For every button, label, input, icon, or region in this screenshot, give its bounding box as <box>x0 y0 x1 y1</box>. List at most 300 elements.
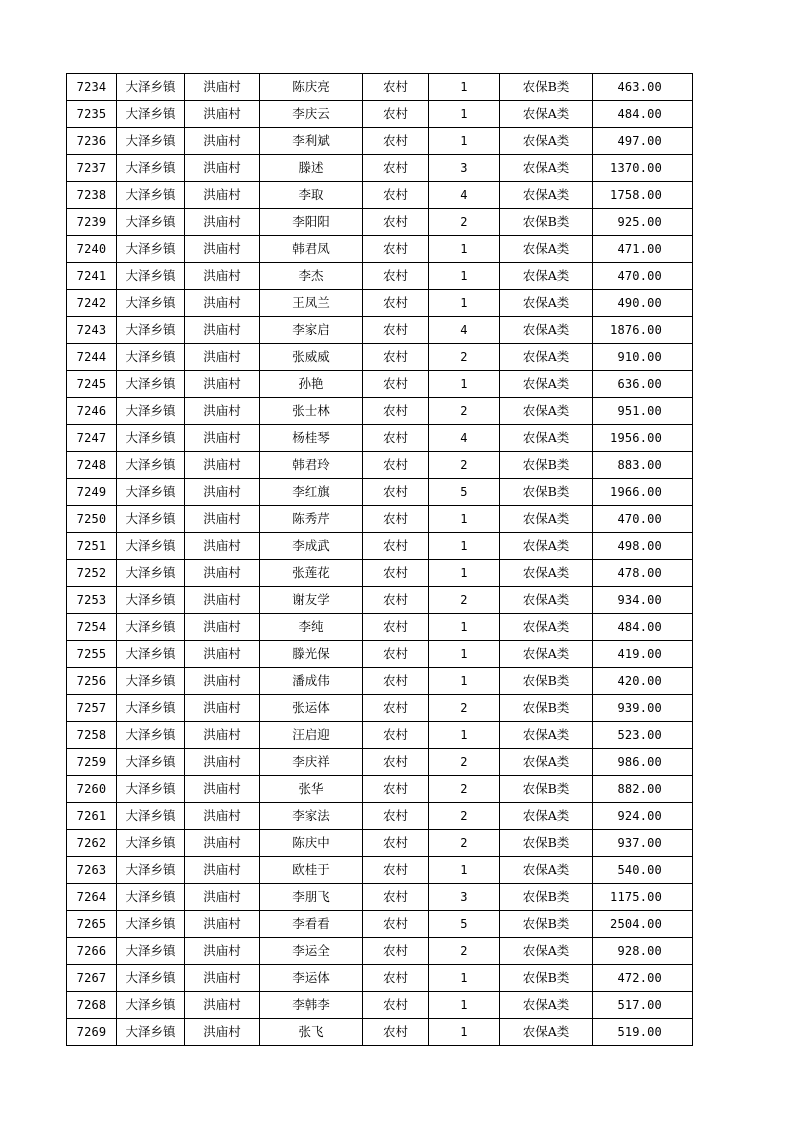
amount-cell: 470.00 <box>593 263 693 290</box>
household-count-cell: 1 <box>429 965 500 992</box>
village-cell: 洪庙村 <box>185 236 260 263</box>
town-cell: 大泽乡镇 <box>117 236 185 263</box>
table-row <box>67 884 693 911</box>
household-count-cell: 2 <box>429 776 500 803</box>
household-count-cell: 5 <box>429 479 500 506</box>
row-id-cell: 7262 <box>67 830 117 857</box>
row-id-cell: 7248 <box>67 452 117 479</box>
table-row <box>67 965 693 992</box>
person-name-cell: 陈庆亮 <box>260 74 363 101</box>
amount-cell: 934.00 <box>593 587 693 614</box>
insurance-category-cell: 农保A类 <box>500 371 593 398</box>
amount-cell: 1956.00 <box>593 425 693 452</box>
row-id-cell: 7244 <box>67 344 117 371</box>
table-row <box>67 641 693 668</box>
town-cell: 大泽乡镇 <box>117 965 185 992</box>
town-cell: 大泽乡镇 <box>117 182 185 209</box>
household-count-cell: 1 <box>429 1019 500 1046</box>
insurance-category-cell: 农保A类 <box>500 560 593 587</box>
table-row <box>67 722 693 749</box>
village-cell: 洪庙村 <box>185 101 260 128</box>
village-cell: 洪庙村 <box>185 506 260 533</box>
town-cell: 大泽乡镇 <box>117 668 185 695</box>
person-name-cell: 王凤兰 <box>260 290 363 317</box>
person-name-cell: 李利斌 <box>260 128 363 155</box>
amount-cell: 1876.00 <box>593 317 693 344</box>
table-row <box>67 425 693 452</box>
person-name-cell: 韩君凤 <box>260 236 363 263</box>
amount-cell: 986.00 <box>593 749 693 776</box>
village-cell: 洪庙村 <box>185 398 260 425</box>
village-cell: 洪庙村 <box>185 182 260 209</box>
table-row <box>67 857 693 884</box>
area-type-cell: 农村 <box>363 776 429 803</box>
area-type-cell: 农村 <box>363 398 429 425</box>
row-id-cell: 7265 <box>67 911 117 938</box>
insurance-category-cell: 农保A类 <box>500 317 593 344</box>
town-cell: 大泽乡镇 <box>117 614 185 641</box>
row-id-cell: 7261 <box>67 803 117 830</box>
person-name-cell: 李朋飞 <box>260 884 363 911</box>
area-type-cell: 农村 <box>363 938 429 965</box>
household-count-cell: 1 <box>429 263 500 290</box>
household-count-cell: 1 <box>429 857 500 884</box>
village-cell: 洪庙村 <box>185 479 260 506</box>
person-name-cell: 李运体 <box>260 965 363 992</box>
insurance-category-cell: 农保B类 <box>500 884 593 911</box>
insurance-category-cell: 农保B类 <box>500 695 593 722</box>
household-count-cell: 2 <box>429 209 500 236</box>
insurance-category-cell: 农保A类 <box>500 263 593 290</box>
town-cell: 大泽乡镇 <box>117 101 185 128</box>
household-count-cell: 2 <box>429 938 500 965</box>
row-id-cell: 7255 <box>67 641 117 668</box>
household-count-cell: 2 <box>429 749 500 776</box>
amount-cell: 636.00 <box>593 371 693 398</box>
amount-cell: 498.00 <box>593 533 693 560</box>
insurance-category-cell: 农保A类 <box>500 938 593 965</box>
amount-cell: 883.00 <box>593 452 693 479</box>
town-cell: 大泽乡镇 <box>117 830 185 857</box>
insurance-category-cell: 农保A类 <box>500 344 593 371</box>
area-type-cell: 农村 <box>363 533 429 560</box>
village-cell: 洪庙村 <box>185 857 260 884</box>
town-cell: 大泽乡镇 <box>117 803 185 830</box>
town-cell: 大泽乡镇 <box>117 884 185 911</box>
insurance-category-cell: 农保A类 <box>500 128 593 155</box>
town-cell: 大泽乡镇 <box>117 722 185 749</box>
household-count-cell: 3 <box>429 884 500 911</box>
table-row <box>67 776 693 803</box>
area-type-cell: 农村 <box>363 182 429 209</box>
insurance-category-cell: 农保A类 <box>500 1019 593 1046</box>
village-cell: 洪庙村 <box>185 371 260 398</box>
table-row <box>67 290 693 317</box>
insurance-category-cell: 农保A类 <box>500 506 593 533</box>
household-count-cell: 2 <box>429 803 500 830</box>
insurance-category-cell: 农保A类 <box>500 992 593 1019</box>
amount-cell: 419.00 <box>593 641 693 668</box>
town-cell: 大泽乡镇 <box>117 155 185 182</box>
village-cell: 洪庙村 <box>185 938 260 965</box>
village-cell: 洪庙村 <box>185 965 260 992</box>
area-type-cell: 农村 <box>363 290 429 317</box>
household-count-cell: 1 <box>429 614 500 641</box>
table-row <box>67 236 693 263</box>
village-cell: 洪庙村 <box>185 668 260 695</box>
amount-cell: 540.00 <box>593 857 693 884</box>
insurance-category-cell: 农保A类 <box>500 425 593 452</box>
person-name-cell: 李看看 <box>260 911 363 938</box>
household-count-cell: 2 <box>429 452 500 479</box>
town-cell: 大泽乡镇 <box>117 479 185 506</box>
table-row <box>67 74 693 101</box>
row-id-cell: 7243 <box>67 317 117 344</box>
table-row <box>67 182 693 209</box>
town-cell: 大泽乡镇 <box>117 344 185 371</box>
area-type-cell: 农村 <box>363 344 429 371</box>
person-name-cell: 李阳阳 <box>260 209 363 236</box>
row-id-cell: 7247 <box>67 425 117 452</box>
amount-cell: 420.00 <box>593 668 693 695</box>
amount-cell: 928.00 <box>593 938 693 965</box>
person-name-cell: 陈庆中 <box>260 830 363 857</box>
town-cell: 大泽乡镇 <box>117 857 185 884</box>
town-cell: 大泽乡镇 <box>117 425 185 452</box>
village-cell: 洪庙村 <box>185 695 260 722</box>
amount-cell: 1966.00 <box>593 479 693 506</box>
town-cell: 大泽乡镇 <box>117 452 185 479</box>
person-name-cell: 滕述 <box>260 155 363 182</box>
village-cell: 洪庙村 <box>185 992 260 1019</box>
person-name-cell: 李家启 <box>260 317 363 344</box>
row-id-cell: 7235 <box>67 101 117 128</box>
area-type-cell: 农村 <box>363 965 429 992</box>
table-row <box>67 533 693 560</box>
table-row <box>67 263 693 290</box>
amount-cell: 463.00 <box>593 74 693 101</box>
household-count-cell: 4 <box>429 317 500 344</box>
household-count-cell: 1 <box>429 668 500 695</box>
area-type-cell: 农村 <box>363 695 429 722</box>
person-name-cell: 李庆云 <box>260 101 363 128</box>
row-id-cell: 7250 <box>67 506 117 533</box>
person-name-cell: 张威威 <box>260 344 363 371</box>
household-count-cell: 1 <box>429 236 500 263</box>
household-count-cell: 1 <box>429 560 500 587</box>
person-name-cell: 汪启迎 <box>260 722 363 749</box>
household-count-cell: 4 <box>429 182 500 209</box>
household-count-cell: 1 <box>429 371 500 398</box>
table-row <box>67 911 693 938</box>
village-cell: 洪庙村 <box>185 749 260 776</box>
insurance-category-cell: 农保B类 <box>500 74 593 101</box>
insurance-category-cell: 农保A类 <box>500 749 593 776</box>
village-cell: 洪庙村 <box>185 614 260 641</box>
amount-cell: 910.00 <box>593 344 693 371</box>
person-name-cell: 杨桂琴 <box>260 425 363 452</box>
area-type-cell: 农村 <box>363 587 429 614</box>
row-id-cell: 7264 <box>67 884 117 911</box>
village-cell: 洪庙村 <box>185 641 260 668</box>
insurance-category-cell: 农保A类 <box>500 155 593 182</box>
person-name-cell: 孙艳 <box>260 371 363 398</box>
subsidy-roster-table <box>66 73 693 1046</box>
row-id-cell: 7267 <box>67 965 117 992</box>
row-id-cell: 7263 <box>67 857 117 884</box>
village-cell: 洪庙村 <box>185 830 260 857</box>
area-type-cell: 农村 <box>363 911 429 938</box>
person-name-cell: 李成武 <box>260 533 363 560</box>
area-type-cell: 农村 <box>363 101 429 128</box>
household-count-cell: 2 <box>429 587 500 614</box>
insurance-category-cell: 农保A类 <box>500 101 593 128</box>
area-type-cell: 农村 <box>363 1019 429 1046</box>
person-name-cell: 谢友学 <box>260 587 363 614</box>
area-type-cell: 农村 <box>363 155 429 182</box>
area-type-cell: 农村 <box>363 236 429 263</box>
village-cell: 洪庙村 <box>185 533 260 560</box>
table-row <box>67 317 693 344</box>
area-type-cell: 农村 <box>363 317 429 344</box>
person-name-cell: 李庆祥 <box>260 749 363 776</box>
table-row <box>67 1019 693 1046</box>
table-row <box>67 209 693 236</box>
household-count-cell: 1 <box>429 722 500 749</box>
village-cell: 洪庙村 <box>185 290 260 317</box>
table-row <box>67 371 693 398</box>
town-cell: 大泽乡镇 <box>117 695 185 722</box>
village-cell: 洪庙村 <box>185 803 260 830</box>
table-row <box>67 938 693 965</box>
person-name-cell: 潘成伟 <box>260 668 363 695</box>
household-count-cell: 3 <box>429 155 500 182</box>
row-id-cell: 7236 <box>67 128 117 155</box>
village-cell: 洪庙村 <box>185 74 260 101</box>
town-cell: 大泽乡镇 <box>117 263 185 290</box>
table-row <box>67 155 693 182</box>
insurance-category-cell: 农保A类 <box>500 182 593 209</box>
row-id-cell: 7246 <box>67 398 117 425</box>
row-id-cell: 7260 <box>67 776 117 803</box>
insurance-category-cell: 农保B类 <box>500 776 593 803</box>
area-type-cell: 农村 <box>363 614 429 641</box>
amount-cell: 471.00 <box>593 236 693 263</box>
village-cell: 洪庙村 <box>185 722 260 749</box>
table-row <box>67 803 693 830</box>
insurance-category-cell: 农保B类 <box>500 209 593 236</box>
household-count-cell: 5 <box>429 911 500 938</box>
table-row <box>67 830 693 857</box>
village-cell: 洪庙村 <box>185 911 260 938</box>
household-count-cell: 1 <box>429 101 500 128</box>
row-id-cell: 7240 <box>67 236 117 263</box>
person-name-cell: 李韩李 <box>260 992 363 1019</box>
person-name-cell: 李纯 <box>260 614 363 641</box>
amount-cell: 1370.00 <box>593 155 693 182</box>
row-id-cell: 7258 <box>67 722 117 749</box>
table-row <box>67 344 693 371</box>
town-cell: 大泽乡镇 <box>117 74 185 101</box>
amount-cell: 1175.00 <box>593 884 693 911</box>
roster-body <box>67 74 693 1046</box>
area-type-cell: 农村 <box>363 749 429 776</box>
table-row <box>67 101 693 128</box>
village-cell: 洪庙村 <box>185 128 260 155</box>
row-id-cell: 7245 <box>67 371 117 398</box>
household-count-cell: 1 <box>429 992 500 1019</box>
household-count-cell: 1 <box>429 641 500 668</box>
village-cell: 洪庙村 <box>185 344 260 371</box>
village-cell: 洪庙村 <box>185 560 260 587</box>
person-name-cell: 陈秀芹 <box>260 506 363 533</box>
household-count-cell: 1 <box>429 74 500 101</box>
area-type-cell: 农村 <box>363 506 429 533</box>
row-id-cell: 7239 <box>67 209 117 236</box>
amount-cell: 2504.00 <box>593 911 693 938</box>
town-cell: 大泽乡镇 <box>117 911 185 938</box>
person-name-cell: 韩君玲 <box>260 452 363 479</box>
village-cell: 洪庙村 <box>185 776 260 803</box>
amount-cell: 939.00 <box>593 695 693 722</box>
insurance-category-cell: 农保A类 <box>500 803 593 830</box>
amount-cell: 484.00 <box>593 614 693 641</box>
row-id-cell: 7252 <box>67 560 117 587</box>
town-cell: 大泽乡镇 <box>117 587 185 614</box>
town-cell: 大泽乡镇 <box>117 560 185 587</box>
table-row <box>67 128 693 155</box>
person-name-cell: 张士林 <box>260 398 363 425</box>
town-cell: 大泽乡镇 <box>117 938 185 965</box>
town-cell: 大泽乡镇 <box>117 641 185 668</box>
household-count-cell: 1 <box>429 290 500 317</box>
household-count-cell: 1 <box>429 533 500 560</box>
area-type-cell: 农村 <box>363 722 429 749</box>
area-type-cell: 农村 <box>363 884 429 911</box>
table-row <box>67 668 693 695</box>
person-name-cell: 欧桂于 <box>260 857 363 884</box>
person-name-cell: 滕光保 <box>260 641 363 668</box>
amount-cell: 472.00 <box>593 965 693 992</box>
insurance-category-cell: 农保B类 <box>500 452 593 479</box>
insurance-category-cell: 农保A类 <box>500 236 593 263</box>
row-id-cell: 7254 <box>67 614 117 641</box>
amount-cell: 523.00 <box>593 722 693 749</box>
person-name-cell: 李家法 <box>260 803 363 830</box>
insurance-category-cell: 农保A类 <box>500 290 593 317</box>
area-type-cell: 农村 <box>363 371 429 398</box>
insurance-category-cell: 农保B类 <box>500 911 593 938</box>
town-cell: 大泽乡镇 <box>117 128 185 155</box>
household-count-cell: 4 <box>429 425 500 452</box>
village-cell: 洪庙村 <box>185 425 260 452</box>
town-cell: 大泽乡镇 <box>117 290 185 317</box>
area-type-cell: 农村 <box>363 857 429 884</box>
row-id-cell: 7237 <box>67 155 117 182</box>
town-cell: 大泽乡镇 <box>117 533 185 560</box>
insurance-category-cell: 农保A类 <box>500 722 593 749</box>
village-cell: 洪庙村 <box>185 452 260 479</box>
person-name-cell: 张飞 <box>260 1019 363 1046</box>
village-cell: 洪庙村 <box>185 317 260 344</box>
insurance-category-cell: 农保A类 <box>500 857 593 884</box>
area-type-cell: 农村 <box>363 803 429 830</box>
amount-cell: 951.00 <box>593 398 693 425</box>
area-type-cell: 农村 <box>363 560 429 587</box>
area-type-cell: 农村 <box>363 992 429 1019</box>
table-row <box>67 506 693 533</box>
insurance-category-cell: 农保B类 <box>500 830 593 857</box>
row-id-cell: 7238 <box>67 182 117 209</box>
row-id-cell: 7253 <box>67 587 117 614</box>
town-cell: 大泽乡镇 <box>117 749 185 776</box>
area-type-cell: 农村 <box>363 128 429 155</box>
person-name-cell: 李运全 <box>260 938 363 965</box>
row-id-cell: 7266 <box>67 938 117 965</box>
town-cell: 大泽乡镇 <box>117 506 185 533</box>
table-row <box>67 614 693 641</box>
amount-cell: 937.00 <box>593 830 693 857</box>
person-name-cell: 李取 <box>260 182 363 209</box>
row-id-cell: 7234 <box>67 74 117 101</box>
row-id-cell: 7241 <box>67 263 117 290</box>
town-cell: 大泽乡镇 <box>117 992 185 1019</box>
area-type-cell: 农村 <box>363 668 429 695</box>
row-id-cell: 7257 <box>67 695 117 722</box>
person-name-cell: 李杰 <box>260 263 363 290</box>
village-cell: 洪庙村 <box>185 884 260 911</box>
town-cell: 大泽乡镇 <box>117 371 185 398</box>
table-row <box>67 560 693 587</box>
area-type-cell: 农村 <box>363 74 429 101</box>
table-row <box>67 479 693 506</box>
town-cell: 大泽乡镇 <box>117 317 185 344</box>
row-id-cell: 7242 <box>67 290 117 317</box>
amount-cell: 490.00 <box>593 290 693 317</box>
row-id-cell: 7259 <box>67 749 117 776</box>
town-cell: 大泽乡镇 <box>117 209 185 236</box>
household-count-cell: 2 <box>429 398 500 425</box>
household-count-cell: 2 <box>429 830 500 857</box>
village-cell: 洪庙村 <box>185 263 260 290</box>
amount-cell: 882.00 <box>593 776 693 803</box>
row-id-cell: 7251 <box>67 533 117 560</box>
insurance-category-cell: 农保A类 <box>500 614 593 641</box>
person-name-cell: 张华 <box>260 776 363 803</box>
village-cell: 洪庙村 <box>185 155 260 182</box>
amount-cell: 497.00 <box>593 128 693 155</box>
row-id-cell: 7249 <box>67 479 117 506</box>
row-id-cell: 7256 <box>67 668 117 695</box>
town-cell: 大泽乡镇 <box>117 776 185 803</box>
household-count-cell: 1 <box>429 128 500 155</box>
area-type-cell: 农村 <box>363 641 429 668</box>
row-id-cell: 7269 <box>67 1019 117 1046</box>
person-name-cell: 张莲花 <box>260 560 363 587</box>
amount-cell: 1758.00 <box>593 182 693 209</box>
amount-cell: 484.00 <box>593 101 693 128</box>
insurance-category-cell: 农保B类 <box>500 479 593 506</box>
household-count-cell: 2 <box>429 344 500 371</box>
area-type-cell: 农村 <box>363 425 429 452</box>
insurance-category-cell: 农保A类 <box>500 587 593 614</box>
table-row <box>67 992 693 1019</box>
household-count-cell: 1 <box>429 506 500 533</box>
insurance-category-cell: 农保B类 <box>500 965 593 992</box>
person-name-cell: 张运体 <box>260 695 363 722</box>
table-row <box>67 695 693 722</box>
area-type-cell: 农村 <box>363 479 429 506</box>
